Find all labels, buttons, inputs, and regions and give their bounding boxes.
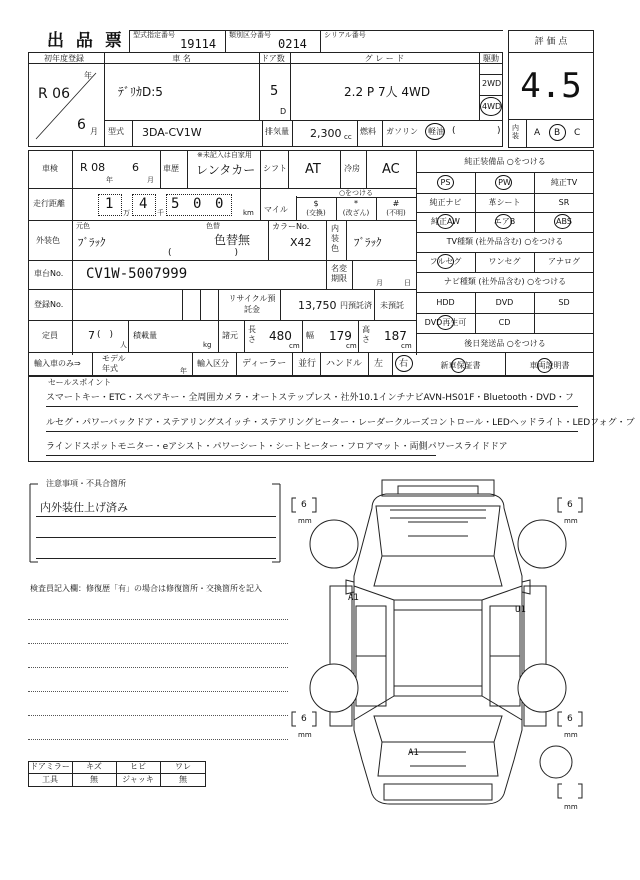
shift-label: シフト [263,164,287,173]
nav-sd: SD [558,298,570,307]
recycle-label: リサイクル預託金 [228,294,276,314]
equip-ps: PS [440,178,451,187]
ac-label: 冷房 [344,164,360,173]
displacement-unit: cc [344,133,352,141]
use-note: ※未記入は自家用 [197,151,252,159]
mileage-digit-4: 0 [193,196,202,212]
handle-left: 左 [374,359,384,369]
capacity-label: 定員 [42,331,58,340]
mileage-digit-2: 4 [139,196,148,212]
tire-depth-rr: 6 [567,714,573,724]
width-value: 179 [329,329,352,343]
import-dealer: ディーラー [242,359,287,369]
tire-unit-fr: mm [564,517,578,525]
equip-nav: 純正ナビ [429,198,462,207]
tv-analog: アナログ [548,257,580,266]
interior-label: 内装 [512,124,519,140]
mileage-digit-1: 1 [105,196,114,212]
interior-grade-c: C [574,128,581,138]
class-label: 類別区分番号 [229,31,271,39]
equip-tv: 純正TV [550,178,578,187]
mileage-label: 走行距離 [33,199,65,208]
tv-one: ワンセグ [488,257,521,266]
displacement-value: 2,300 [310,127,342,140]
equip-abs: ABS [556,217,572,226]
doors-value: 5 [270,84,279,99]
mile-label: マイル [264,205,288,214]
equip-abs-circle [554,214,571,229]
notes-bracket [24,478,286,568]
mile-opt1: (交換) [306,209,326,217]
damage-mark-a1-left: A1 [348,593,359,603]
fuel-diesel: 軽油 [428,127,444,136]
equip-pw: PW [498,178,511,187]
tv-full-circle [437,254,454,269]
paint-paren: ( ) [168,248,239,258]
notes-text: 内外装仕上げ済み [40,501,128,514]
use-value: レンタカー [196,163,256,177]
legend-h4: ワレ [175,762,191,771]
color-label: 外装色 [36,236,60,245]
legend-r2: 無 [90,775,98,784]
nav-dvd: DVD [495,298,514,307]
handle-right-circle [395,355,413,372]
equip-ps-circle [437,175,454,190]
first-reg-year-unit: 年 [84,71,92,80]
later-warranty-circle [451,358,466,373]
mileage-man: 万 [123,209,130,217]
doors-label: ドア数 [261,54,285,63]
model-year-unit: 年 [180,367,187,375]
drive-label: 駆動 [483,54,499,63]
fuel-label: 燃料 [360,127,376,136]
paint-label: 色替 [206,222,220,230]
mile-opt3: (不明) [386,209,406,217]
serial-label: シリアル番号 [324,31,366,39]
legend-r1: 工具 [42,775,58,784]
drive-4wd-circle [480,97,502,116]
fuel-gasoline: ガソリン [386,127,418,136]
model-year-label: モデル年式 [102,354,126,373]
inspection-value: R 08 [80,161,106,174]
tire-unit-spare: mm [564,803,578,811]
later-warranty: 新車保証書 [440,361,481,370]
mileage-digit-5: 0 [215,196,224,212]
recycle-unit: 円預託済 [340,301,372,310]
first-reg-year: R 06 [38,86,70,102]
inspector-label: 検査員記入欄：修復歴「有」の場合は修復箇所・交換箇所を記入 [30,584,262,593]
grade-value: 2.2 P 7人 4WD [344,85,431,99]
inspection-month: 6 [132,161,139,174]
ac-value: AC [382,162,400,177]
tv-full: フルセグ [429,257,462,266]
mileage-digit-3: 5 [171,196,180,212]
legend-h1: ドアミラー [30,762,70,771]
length-label: 長さ [248,325,256,344]
mile-opt1-sym: $ [313,199,319,208]
doors-sub: D [280,107,287,116]
grade-label: グ レ ー ド [364,54,405,63]
mileage-sen: 千 [157,209,164,217]
page-title: 出 品 票 [47,31,125,51]
legend-r4: 無 [179,775,187,784]
load-label: 積載量 [133,331,157,340]
handle-label: ハンドル [326,359,363,369]
sales-line-3: ラインドスポットモニター・eアシスト・パワーシート・シートヒーター・フロアマット・両側パワースライドドア [46,442,508,452]
height-unit: cm [401,342,412,350]
reg-no-label: 登録No. [34,300,64,309]
recycle-unpaid: 未預託 [380,301,404,310]
car-diagram [290,476,600,820]
spec-label: 諸元 [222,331,238,340]
fuel-diesel-circle [425,123,445,140]
tire-depth-fl: 6 [301,500,307,510]
paint-value: 色替無 [214,233,251,247]
tire-unit-fl: mm [298,517,312,525]
equip-airbag: エアB [493,217,516,226]
first-reg-label: 初年度登録 [44,54,84,63]
first-reg-month: 6 [77,117,86,133]
tire-unit-rl: mm [298,731,312,739]
mile-opt2-sym: * [354,199,358,208]
equip-leather: 革シート [488,198,521,207]
orig-color-label: 元色 [76,222,90,230]
model-cert-label: 型式指定番号 [133,31,175,39]
title-expiry-label: 名変期限 [331,264,347,283]
capacity-unit: 人 [120,341,127,349]
width-unit: cm [346,342,357,350]
equip-airbag-circle [495,214,512,229]
genuine-header: 純正装備品 ○をつける [464,157,546,166]
later-manual-circle [537,358,552,373]
first-reg-month-unit: 月 [90,127,98,136]
interior-grade-a: A [534,128,541,138]
import-label: 輸入車のみ⇒ [34,359,81,368]
shift-value: AT [305,162,321,177]
nav-dvd-play: DVD再生可 [424,318,467,327]
score-label: 評 価 点 [534,37,568,47]
displacement-label: 排気量 [265,127,289,136]
equip-aw-circle [437,214,454,229]
equip-sr: SR [558,198,570,207]
color-no-label: カラーNo. [272,222,310,231]
score-value: 4.5 [520,66,582,106]
tire-depth-rl: 6 [301,714,307,724]
interior-color-value: ﾌﾞﾗｯｸ [354,236,382,249]
inspection-month-unit: 月 [147,176,154,184]
mileage-unit: km [243,209,254,217]
equip-pw-circle [495,175,512,190]
car-name-label: 車 名 [172,54,191,63]
use-label: 車歴 [163,164,179,173]
height-value: 187 [384,329,407,343]
color-no-value: X42 [290,236,312,249]
tire-unit-rr: mm [564,731,578,739]
car-name: ﾃﾞﾘｶD:5 [118,85,163,99]
orig-color-value: ﾌﾞﾗｯｸ [78,236,106,249]
mile-opt2: (改ざん) [342,209,370,217]
damage-mark-u1: U1 [515,605,526,615]
damage-mark-a1-bottom: A1 [408,748,419,758]
later-header: 後日発送品 ○をつける [464,339,546,348]
load-unit: kg [203,341,212,349]
nav-header: ナビ種類 (社外品含む) ○をつける [443,277,567,286]
legend-h2: キズ [86,762,102,771]
model-type-value: 3DA-CV1W [142,126,202,139]
interior-color-label: 内装色 [331,224,339,253]
drive-2wd: 2WD [482,79,502,88]
import-cat-label: 輸入区分 [197,359,229,368]
handle-right: 右 [399,359,409,369]
interior-grade-b: B [554,128,561,138]
drive-4wd: 4WD [482,102,502,111]
length-value: 480 [269,329,292,343]
recycle-value: 13,750 [298,299,337,312]
height-label: 高さ [362,325,370,344]
title-expiry-day: 日 [404,279,411,287]
tv-header: TV種類 (社外品含む) ○をつける [446,237,564,246]
legend-r3: ジャッキ [122,775,154,784]
interior-grade-circle [549,124,566,141]
width-label: 幅 [306,331,314,340]
later-manual: 車両説明書 [529,361,570,370]
nav-cd: CD [498,318,511,327]
model-type-label: 型式 [108,127,124,136]
nav-dvd-play-circle [437,315,454,330]
notes-label: 注意事項・不具合箇所 [46,479,126,488]
mile-opt3-sym: # [392,199,400,208]
legend-h3: ヒビ [130,762,146,771]
import-parallel: 並行 [298,359,317,369]
inspection-year: 年 [106,176,113,184]
length-unit: cm [289,342,300,350]
nav-hdd: HDD [436,298,455,307]
inspection-label: 車検 [42,164,58,173]
mile-mark-note: ○をつける [338,189,374,197]
chassis-label: 車台No. [34,269,64,278]
sales-label: セールスポイント [48,378,112,387]
class-value: 0214 [278,37,307,51]
title-expiry-month: 月 [376,279,383,287]
model-cert-value: 19114 [180,37,217,51]
equip-aw: 純正AW [431,217,460,226]
sales-line-2: ルセグ・パワーバックドア・ステアリングスイッチ・ステアリングヒーター・レーダークルーズコントロール・LEDヘッドライト・LEDフォグ・ブ [46,418,635,428]
chassis-value: CV1W-5007999 [86,266,188,282]
capacity-value: 7 [88,329,95,342]
sales-line-1: スマートキー・ETC・スペアキー・全周囲カメラ・オートステップレス・社外10.1インチナビAVN-HS01F・Bluetooth・DVD・フ [46,393,574,403]
tire-depth-fr: 6 [567,500,573,510]
